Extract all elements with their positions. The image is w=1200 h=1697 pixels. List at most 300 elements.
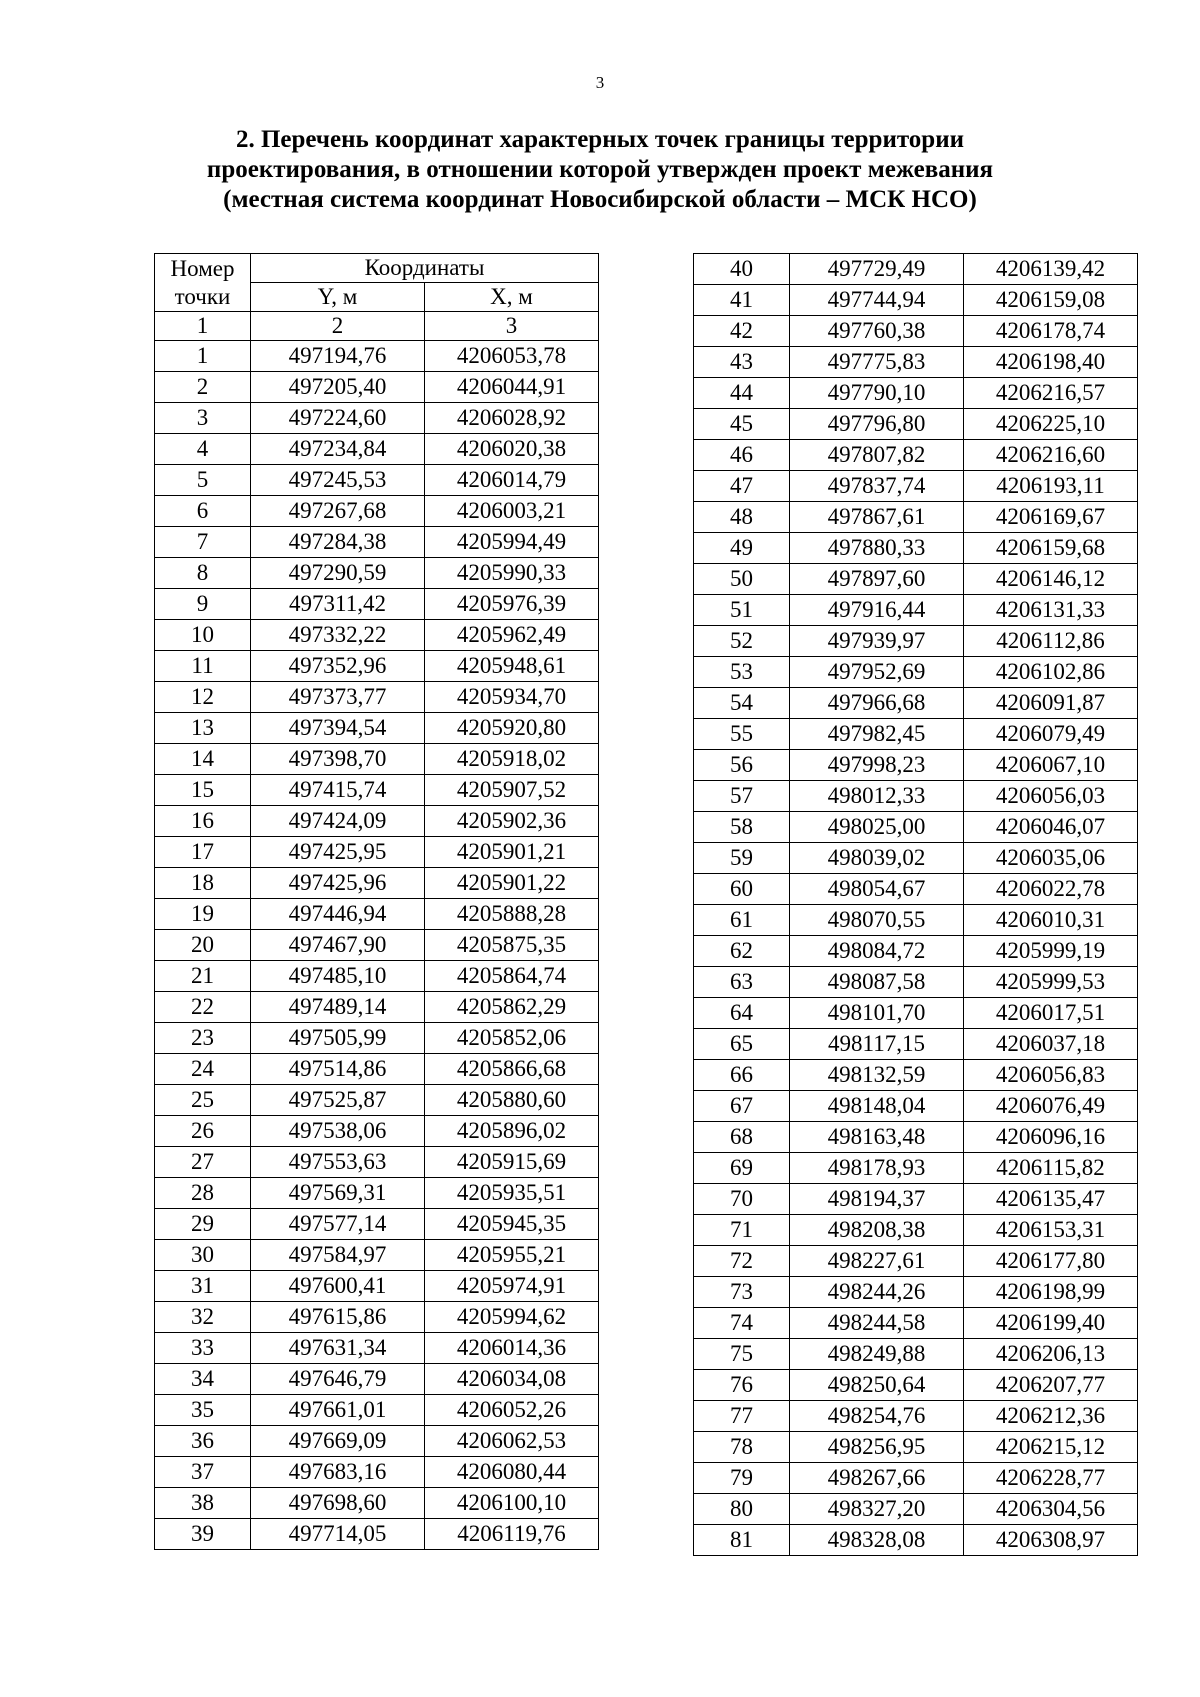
x-coordinate-cell: 4205994,62 [425,1302,599,1333]
table-row [155,1178,599,1209]
x-coordinate-cell: 4205974,91 [425,1271,599,1302]
y-coordinate-cell: 497683,16 [251,1457,425,1488]
y-coordinate-cell: 497553,63 [251,1147,425,1178]
point-number-cell: 71 [694,1215,790,1246]
y-coordinate-cell: 497998,23 [790,750,964,781]
point-number-header-line2: точки [174,283,231,309]
x-coordinate-cell: 4206215,12 [964,1432,1138,1463]
x-coordinate-cell: 4206091,87 [964,688,1138,719]
point-number-cell: 10 [155,620,251,651]
y-coordinate-cell: 498054,67 [790,874,964,905]
point-number-cell: 8 [155,558,251,589]
table-row [694,1370,1138,1401]
table-row [694,1339,1138,1370]
x-coordinate-cell: 4206080,44 [425,1457,599,1488]
point-number-cell: 5 [155,465,251,496]
y-coordinate-cell: 497332,22 [251,620,425,651]
point-number-cell: 43 [694,347,790,378]
point-number-cell: 22 [155,992,251,1023]
y-coordinate-cell: 498132,59 [790,1060,964,1091]
y-coordinate-cell: 497467,90 [251,930,425,961]
point-number-cell: 38 [155,1488,251,1519]
x-coordinate-cell: 4206159,08 [964,285,1138,316]
point-number-cell: 24 [155,1054,251,1085]
x-coordinate-cell: 4205962,49 [425,620,599,651]
x-coordinate-cell: 4206096,16 [964,1122,1138,1153]
y-coordinate-cell: 497669,09 [251,1426,425,1457]
point-number-cell: 13 [155,713,251,744]
point-number-cell: 59 [694,843,790,874]
table-row [694,874,1138,905]
x-coordinate-cell: 4205880,60 [425,1085,599,1116]
point-number-cell: 70 [694,1184,790,1215]
point-number-cell: 81 [694,1525,790,1556]
y-coordinate-cell: 497538,06 [251,1116,425,1147]
y-coordinate-cell: 497446,94 [251,899,425,930]
y-coordinate-cell: 498148,04 [790,1091,964,1122]
point-number-cell: 47 [694,471,790,502]
table-row [694,750,1138,781]
table-row [155,992,599,1023]
point-number-cell: 20 [155,930,251,961]
point-number-cell: 74 [694,1308,790,1339]
y-coordinate-cell: 497796,80 [790,409,964,440]
y-coordinate-cell: 497525,87 [251,1085,425,1116]
y-coordinate-cell: 498328,08 [790,1525,964,1556]
table-row [694,626,1138,657]
x-coordinate-cell: 4205976,39 [425,589,599,620]
table-row [155,682,599,713]
y-coordinate-cell: 497485,10 [251,961,425,992]
point-number-cell: 49 [694,533,790,564]
table-header-row [155,254,599,283]
y-coordinate-cell: 497311,42 [251,589,425,620]
point-number-cell: 66 [694,1060,790,1091]
table-row [155,1240,599,1271]
x-coordinate-cell: 4206017,51 [964,998,1138,1029]
table-row [155,1302,599,1333]
table-row [694,564,1138,595]
point-number-cell: 15 [155,775,251,806]
point-number-cell: 39 [155,1519,251,1550]
x-coordinate-cell: 4206028,92 [425,403,599,434]
y-coordinate-cell: 497916,44 [790,595,964,626]
y-coordinate-cell: 497880,33 [790,533,964,564]
point-number-cell: 2 [155,372,251,403]
table-row [155,1395,599,1426]
point-number-cell: 7 [155,527,251,558]
table-row [155,465,599,496]
table-row [155,1271,599,1302]
y-coordinate-cell: 497631,34 [251,1333,425,1364]
y-coordinate-cell: 498178,93 [790,1153,964,1184]
table-row [694,1184,1138,1215]
point-number-cell: 29 [155,1209,251,1240]
y-coordinate-cell: 497514,86 [251,1054,425,1085]
point-number-cell: 37 [155,1457,251,1488]
table-row [155,1147,599,1178]
x-coordinate-cell: 4206037,18 [964,1029,1138,1060]
page-number: 3 [595,73,605,92]
point-number-cell: 28 [155,1178,251,1209]
x-coordinate-cell: 4206153,31 [964,1215,1138,1246]
x-coordinate-cell: 4205907,52 [425,775,599,806]
point-number-cell: 30 [155,1240,251,1271]
title-line: 2. Перечень координат характерных точек границы территории [235,126,965,153]
y-coordinate-cell: 497584,97 [251,1240,425,1271]
table-row [694,533,1138,564]
y-coordinate-cell: 497194,76 [251,341,425,372]
x-coordinate-cell: 4205934,70 [425,682,599,713]
table-row [155,1457,599,1488]
table-row [694,1091,1138,1122]
column-index-row [155,312,599,341]
y-coordinate-cell: 498250,64 [790,1370,964,1401]
table-row [155,1426,599,1457]
y-coordinate-cell: 497807,82 [790,440,964,471]
table-row [155,527,599,558]
x-coordinate-cell: 4205862,29 [425,992,599,1023]
x-coordinate-cell: 4205888,28 [425,899,599,930]
table-row [694,1494,1138,1525]
y-coordinate-cell: 498227,61 [790,1246,964,1277]
x-coordinate-cell: 4206146,12 [964,564,1138,595]
x-coordinate-cell: 4206076,49 [964,1091,1138,1122]
point-number-cell: 68 [694,1122,790,1153]
point-number-cell: 52 [694,626,790,657]
point-number-cell: 75 [694,1339,790,1370]
table-row [155,496,599,527]
coordinates-table-left [154,253,599,1550]
x-coordinate-cell: 4205902,36 [425,806,599,837]
table-row [694,843,1138,874]
table-row [694,502,1138,533]
y-coordinate-cell: 498244,26 [790,1277,964,1308]
point-number-cell: 33 [155,1333,251,1364]
point-number-cell: 77 [694,1401,790,1432]
table-row [694,936,1138,967]
table-row [155,558,599,589]
point-number-cell: 79 [694,1463,790,1494]
x-coordinate-cell: 4206052,26 [425,1395,599,1426]
table-row [155,1364,599,1395]
table-row [155,341,599,372]
table-row [155,899,599,930]
x-coordinate-cell: 4206022,78 [964,874,1138,905]
table-row [155,1519,599,1550]
table-row [694,1029,1138,1060]
y-coordinate-cell: 498084,72 [790,936,964,967]
table-row [155,1085,599,1116]
y-coordinate-cell: 498039,02 [790,843,964,874]
y-coordinate-cell: 498244,58 [790,1308,964,1339]
x-coordinate-cell: 4206308,97 [964,1525,1138,1556]
table-row [694,1215,1138,1246]
table-row [694,1401,1138,1432]
y-coordinate-cell: 497966,68 [790,688,964,719]
y-coordinate-cell: 497352,96 [251,651,425,682]
point-number-cell: 42 [694,316,790,347]
point-number-cell: 16 [155,806,251,837]
y-coordinate-cell: 497600,41 [251,1271,425,1302]
y-coordinate-cell: 497775,83 [790,347,964,378]
x-coordinate-cell: 4205864,74 [425,961,599,992]
point-number-cell: 4 [155,434,251,465]
x-coordinate-cell: 4206135,47 [964,1184,1138,1215]
table-row [694,378,1138,409]
y-coordinate-cell: 497577,14 [251,1209,425,1240]
x-coordinate-cell: 4206139,42 [964,254,1138,285]
x-coordinate-cell: 4206304,56 [964,1494,1138,1525]
y-coordinate-cell: 497729,49 [790,254,964,285]
point-number-cell: 48 [694,502,790,533]
y-coordinate-cell: 497714,05 [251,1519,425,1550]
x-coordinate-cell: 4206225,10 [964,409,1138,440]
x-coordinate-cell: 4206044,91 [425,372,599,403]
point-number-cell: 62 [694,936,790,967]
table-row [694,967,1138,998]
table-row [155,1209,599,1240]
point-number-cell: 14 [155,744,251,775]
table-row [155,744,599,775]
point-number-cell: 67 [694,1091,790,1122]
x-coordinate-cell: 4205999,19 [964,936,1138,967]
y-coordinate-cell: 497284,38 [251,527,425,558]
point-number-cell: 11 [155,651,251,682]
table-row [694,1153,1138,1184]
x-coordinate-cell: 4205945,35 [425,1209,599,1240]
y-coordinate-cell: 497837,74 [790,471,964,502]
x-coordinate-cell: 4205915,69 [425,1147,599,1178]
point-number-cell: 41 [694,285,790,316]
table-row [155,403,599,434]
point-number-cell: 80 [694,1494,790,1525]
x-coordinate-cell: 4206102,86 [964,657,1138,688]
y-coordinate-cell: 498267,66 [790,1463,964,1494]
y-coordinate-cell: 497615,86 [251,1302,425,1333]
x-coordinate-cell: 4206053,78 [425,341,599,372]
y-coordinate-cell: 497790,10 [790,378,964,409]
y-coordinate-cell: 498025,00 [790,812,964,843]
y-coordinate-cell: 498194,37 [790,1184,964,1215]
point-number-cell: 57 [694,781,790,812]
point-number-cell: 27 [155,1147,251,1178]
table-row [155,1023,599,1054]
y-coordinate-cell: 497425,95 [251,837,425,868]
coordinates-table-right [693,253,1138,1556]
y-coordinate-cell: 497505,99 [251,1023,425,1054]
x-coordinate-cell: 4205852,06 [425,1023,599,1054]
table-row [155,837,599,868]
y-coordinate-cell: 497290,59 [251,558,425,589]
x-coordinate-cell: 4206228,77 [964,1463,1138,1494]
table-row [694,440,1138,471]
table-row [694,347,1138,378]
x-coordinate-cell: 4205948,61 [425,651,599,682]
x-coordinate-cell: 4206193,11 [964,471,1138,502]
x-coordinate-cell: 4206112,86 [964,626,1138,657]
x-coordinate-cell: 4205935,51 [425,1178,599,1209]
point-number-cell: 54 [694,688,790,719]
point-number-cell: 34 [155,1364,251,1395]
column-index: 3 [425,312,599,341]
y-coordinate-cell: 497760,38 [790,316,964,347]
table-row [155,961,599,992]
point-number-cell: 64 [694,998,790,1029]
point-number-cell: 32 [155,1302,251,1333]
x-coordinate-cell: 4205901,21 [425,837,599,868]
x-coordinate-cell: 4205920,80 [425,713,599,744]
y-coordinate-cell: 497373,77 [251,682,425,713]
y-coordinate-cell: 497744,94 [790,285,964,316]
point-number-cell: 58 [694,812,790,843]
y-coordinate-cell: 497224,60 [251,403,425,434]
table-row [155,930,599,961]
y-coordinate-cell: 497897,60 [790,564,964,595]
column-index: 2 [251,312,425,341]
column-index: 1 [155,312,251,341]
point-number-cell: 35 [155,1395,251,1426]
y-coordinate-cell: 497698,60 [251,1488,425,1519]
x-coordinate-cell: 4206035,06 [964,843,1138,874]
table-row [694,409,1138,440]
point-number-cell: 51 [694,595,790,626]
y-coordinate-cell: 497569,31 [251,1178,425,1209]
table-row [694,1308,1138,1339]
point-number-cell: 19 [155,899,251,930]
table-row [694,719,1138,750]
point-number-cell: 55 [694,719,790,750]
y-coordinate-cell: 497394,54 [251,713,425,744]
x-coordinate-cell: 4206198,40 [964,347,1138,378]
table-row [694,1432,1138,1463]
point-number-cell: 56 [694,750,790,781]
y-column-header: Y, м [251,283,425,312]
y-coordinate-cell: 497646,79 [251,1364,425,1395]
y-coordinate-cell: 498327,20 [790,1494,964,1525]
y-coordinate-cell: 498249,88 [790,1339,964,1370]
table-row [694,1277,1138,1308]
y-coordinate-cell: 497415,74 [251,775,425,806]
point-number-cell: 45 [694,409,790,440]
table-row [694,688,1138,719]
point-number-cell: 60 [694,874,790,905]
x-coordinate-cell: 4206207,77 [964,1370,1138,1401]
point-number-cell: 23 [155,1023,251,1054]
x-coordinate-cell: 4206010,31 [964,905,1138,936]
y-coordinate-cell: 497939,97 [790,626,964,657]
point-number-cell: 1 [155,341,251,372]
point-number-cell: 76 [694,1370,790,1401]
x-coordinate-cell: 4206119,76 [425,1519,599,1550]
point-number-cell: 78 [694,1432,790,1463]
x-coordinate-cell: 4206199,40 [964,1308,1138,1339]
x-coordinate-cell: 4205955,21 [425,1240,599,1271]
y-coordinate-cell: 497489,14 [251,992,425,1023]
table-row [694,998,1138,1029]
point-number-cell: 69 [694,1153,790,1184]
table-row [155,1054,599,1085]
y-coordinate-cell: 497245,53 [251,465,425,496]
point-number-cell: 61 [694,905,790,936]
x-coordinate-cell: 4206067,10 [964,750,1138,781]
x-coordinate-cell: 4206056,03 [964,781,1138,812]
y-coordinate-cell: 497952,69 [790,657,964,688]
x-coordinate-cell: 4206177,80 [964,1246,1138,1277]
x-coordinate-cell: 4206020,38 [425,434,599,465]
y-coordinate-cell: 498208,38 [790,1215,964,1246]
y-coordinate-cell: 497398,70 [251,744,425,775]
x-coordinate-cell: 4206159,68 [964,533,1138,564]
point-number-cell: 6 [155,496,251,527]
x-coordinate-cell: 4205990,33 [425,558,599,589]
point-number-cell: 26 [155,1116,251,1147]
coordinates-header: Координаты [251,254,599,283]
table-row [155,1333,599,1364]
table-row [155,713,599,744]
x-column-header: X, м [425,283,599,312]
point-number-cell: 40 [694,254,790,285]
y-coordinate-cell: 497982,45 [790,719,964,750]
table-row [155,434,599,465]
point-number-cell: 46 [694,440,790,471]
table-row [155,868,599,899]
y-coordinate-cell: 497267,68 [251,496,425,527]
x-coordinate-cell: 4206014,79 [425,465,599,496]
table-row [694,595,1138,626]
table-row [155,589,599,620]
y-coordinate-cell: 497424,09 [251,806,425,837]
table-row [155,1488,599,1519]
point-number-cell: 12 [155,682,251,713]
y-coordinate-cell: 497205,40 [251,372,425,403]
table-row [155,651,599,682]
point-number-cell: 63 [694,967,790,998]
y-coordinate-cell: 498012,33 [790,781,964,812]
y-coordinate-cell: 497425,96 [251,868,425,899]
x-coordinate-cell: 4206056,83 [964,1060,1138,1091]
table-row [694,1525,1138,1556]
point-number-cell: 73 [694,1277,790,1308]
x-coordinate-cell: 4206131,33 [964,595,1138,626]
y-coordinate-cell: 497661,01 [251,1395,425,1426]
table-row [694,781,1138,812]
x-coordinate-cell: 4206178,74 [964,316,1138,347]
point-number-header-line1: Номер [170,255,235,281]
y-coordinate-cell: 497234,84 [251,434,425,465]
table-row [694,657,1138,688]
point-number-cell: 31 [155,1271,251,1302]
x-coordinate-cell: 4206100,10 [425,1488,599,1519]
x-coordinate-cell: 4206014,36 [425,1333,599,1364]
x-coordinate-cell: 4205875,35 [425,930,599,961]
y-coordinate-cell: 498101,70 [790,998,964,1029]
table-row [155,775,599,806]
table-row [694,1122,1138,1153]
x-coordinate-cell: 4205994,49 [425,527,599,558]
point-number-cell: 18 [155,868,251,899]
y-coordinate-cell: 498117,15 [790,1029,964,1060]
point-number-cell: 53 [694,657,790,688]
document-title [0,125,1200,215]
point-number-cell: 50 [694,564,790,595]
point-number-cell: 36 [155,1426,251,1457]
title-line: проектирования, в отношении которой утвержден проект межевания [206,156,994,183]
x-coordinate-cell: 4206198,99 [964,1277,1138,1308]
table-row [155,806,599,837]
x-coordinate-cell: 4205901,22 [425,868,599,899]
x-coordinate-cell: 4206216,57 [964,378,1138,409]
